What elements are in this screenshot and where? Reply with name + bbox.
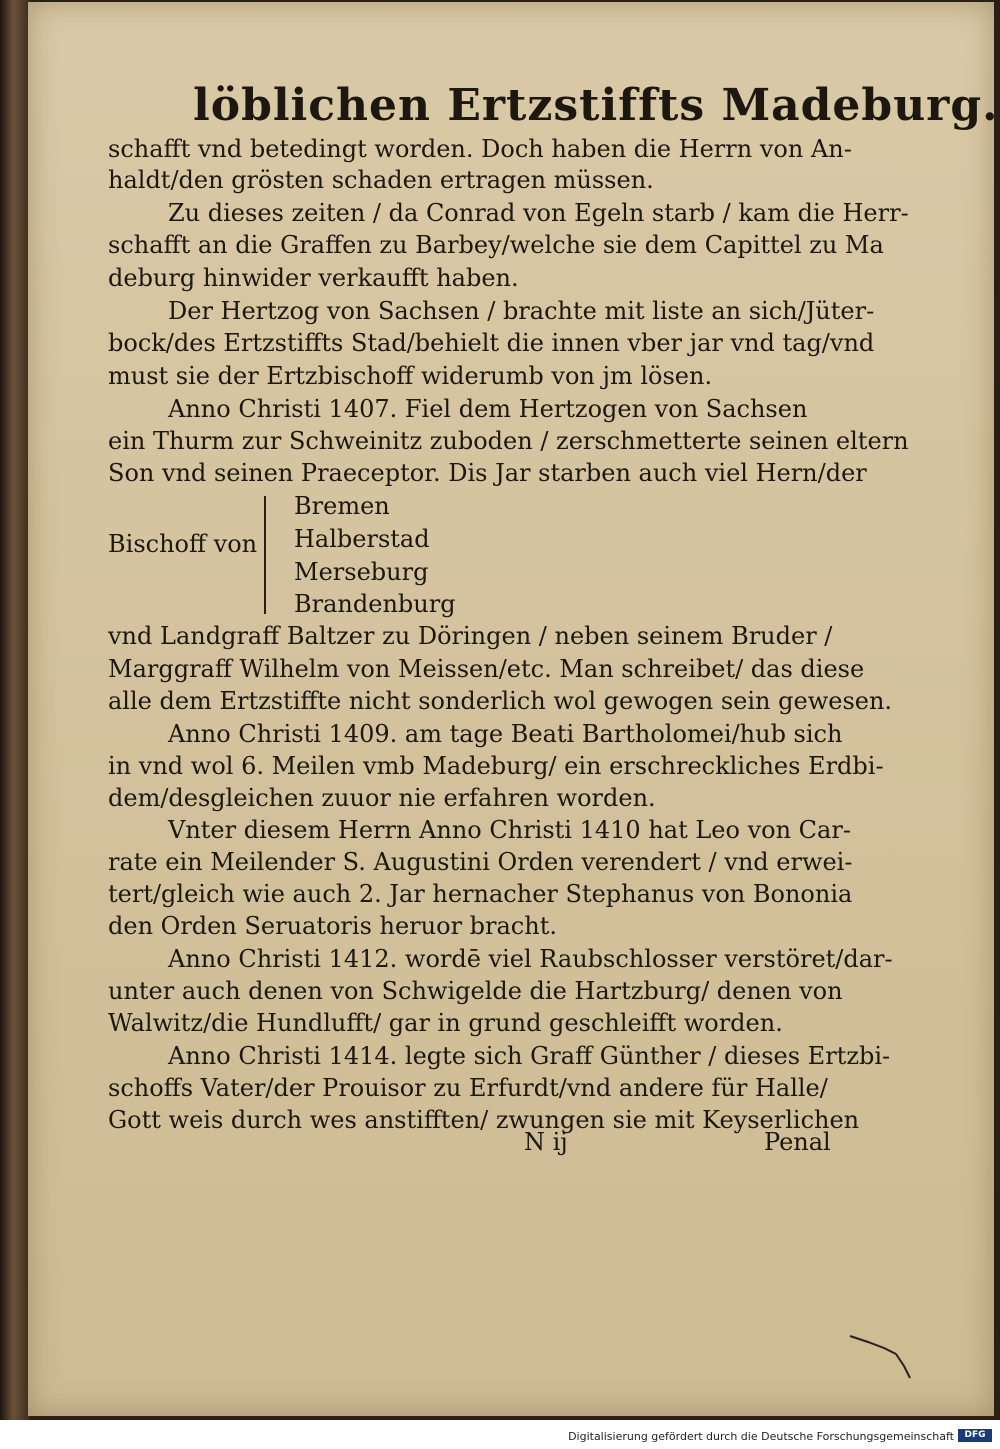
footer-bar [0, 1420, 1000, 1449]
text-line: Anno Christi 1412. wordē viel Raubschlosser verstöret/dar- [168, 945, 893, 973]
book-page [28, 2, 999, 1416]
text-line: Zu dieses zeiten / da Conrad von Egeln starb / kam die Herr- [168, 199, 909, 227]
text-line: Der Hertzog von Sachsen / brachte mit liste an sich/Jüter- [168, 297, 875, 325]
dfg-logo: DFG [958, 1429, 992, 1442]
running-header: löblichen Ertzstiffts Madeburg. [193, 80, 999, 131]
text-line: unter auch denen von Schwigelde die Hartzburg/ denen von [108, 977, 843, 1005]
text-line: ein Thurm zur Schweinitz zuboden / zerschmetterte seinen eltern [108, 427, 909, 455]
text-line: Son vnd seinen Praeceptor. Dis Jar starben auch viel Hern/der [108, 459, 867, 487]
text-line: in vnd wol 6. Meilen vmb Madeburg/ ein erschreckliches Erdbi- [108, 752, 884, 780]
text-line: haldt/den grösten schaden ertragen müssen. [108, 166, 654, 194]
brace-bracket [264, 496, 286, 614]
text-line: Anno Christi 1414. legte sich Graff Günther / dieses Ertzbi- [168, 1042, 891, 1070]
text-line: schafft vnd betedingt worden. Doch haben die Herrn von An- [108, 135, 852, 163]
text-line: bock/des Ertzstiffts Stad/behielt die innen vber jar vnd tag/vnd [108, 329, 875, 357]
page-stain-mark [848, 1332, 918, 1382]
text-line: deburg hinwider verkaufft haben. [108, 264, 519, 292]
text-line: den Orden Seruatoris heruor bracht. [108, 912, 557, 940]
bishop-see: Bremen [294, 492, 390, 520]
text-line: Anno Christi 1409. am tage Beati Bartholomei/hub sich [168, 720, 843, 748]
bishop-see: Merseburg [294, 558, 429, 586]
text-line: schoffs Vater/der Prouisor zu Erfurdt/vnd andere für Halle/ [108, 1074, 828, 1102]
text-line: must sie der Ertzbischoff widerumb von jm lösen. [108, 362, 713, 390]
text-line: Gott weis durch wes anstifften/ zwungen sie mit Keyserlichen [108, 1106, 860, 1134]
bishop-see: Halberstad [294, 525, 430, 553]
text-line: vnd Landgraff Baltzer zu Döringen / neben seinem Bruder / [108, 622, 833, 650]
book-spine [0, 0, 30, 1420]
catchword: Penal [764, 1128, 831, 1156]
text-line: alle dem Ertzstiffte nicht sonderlich wol gewogen sein gewesen. [108, 687, 893, 715]
text-line: rate ein Meilender S. Augustini Orden verendert / vnd erwei- [108, 848, 853, 876]
bishops-label: Bischoff von [108, 530, 258, 558]
bishop-see: Brandenburg [294, 590, 456, 618]
signature-mark: N ij [524, 1128, 568, 1156]
text-line: Marggraff Wilhelm von Meissen/etc. Man schreibet/ das diese [108, 655, 865, 683]
funding-notice: Digitalisierung gefördert durch die Deutsche Forschungsgemeinschaft [568, 1430, 954, 1443]
text-line: schafft an die Graffen zu Barbey/welche sie dem Capittel zu Ma [108, 231, 884, 259]
text-line: dem/desgleichen zuuor nie erfahren worden. [108, 784, 656, 812]
text-line: Anno Christi 1407. Fiel dem Hertzogen von Sachsen [168, 395, 808, 423]
text-line: tert/gleich wie auch 2. Jar hernacher Stephanus von Bononia [108, 880, 853, 908]
text-line: Walwitz/die Hundlufft/ gar in grund geschleifft worden. [108, 1009, 783, 1037]
text-line: Vnter diesem Herrn Anno Christi 1410 hat Leo von Car- [168, 816, 851, 844]
